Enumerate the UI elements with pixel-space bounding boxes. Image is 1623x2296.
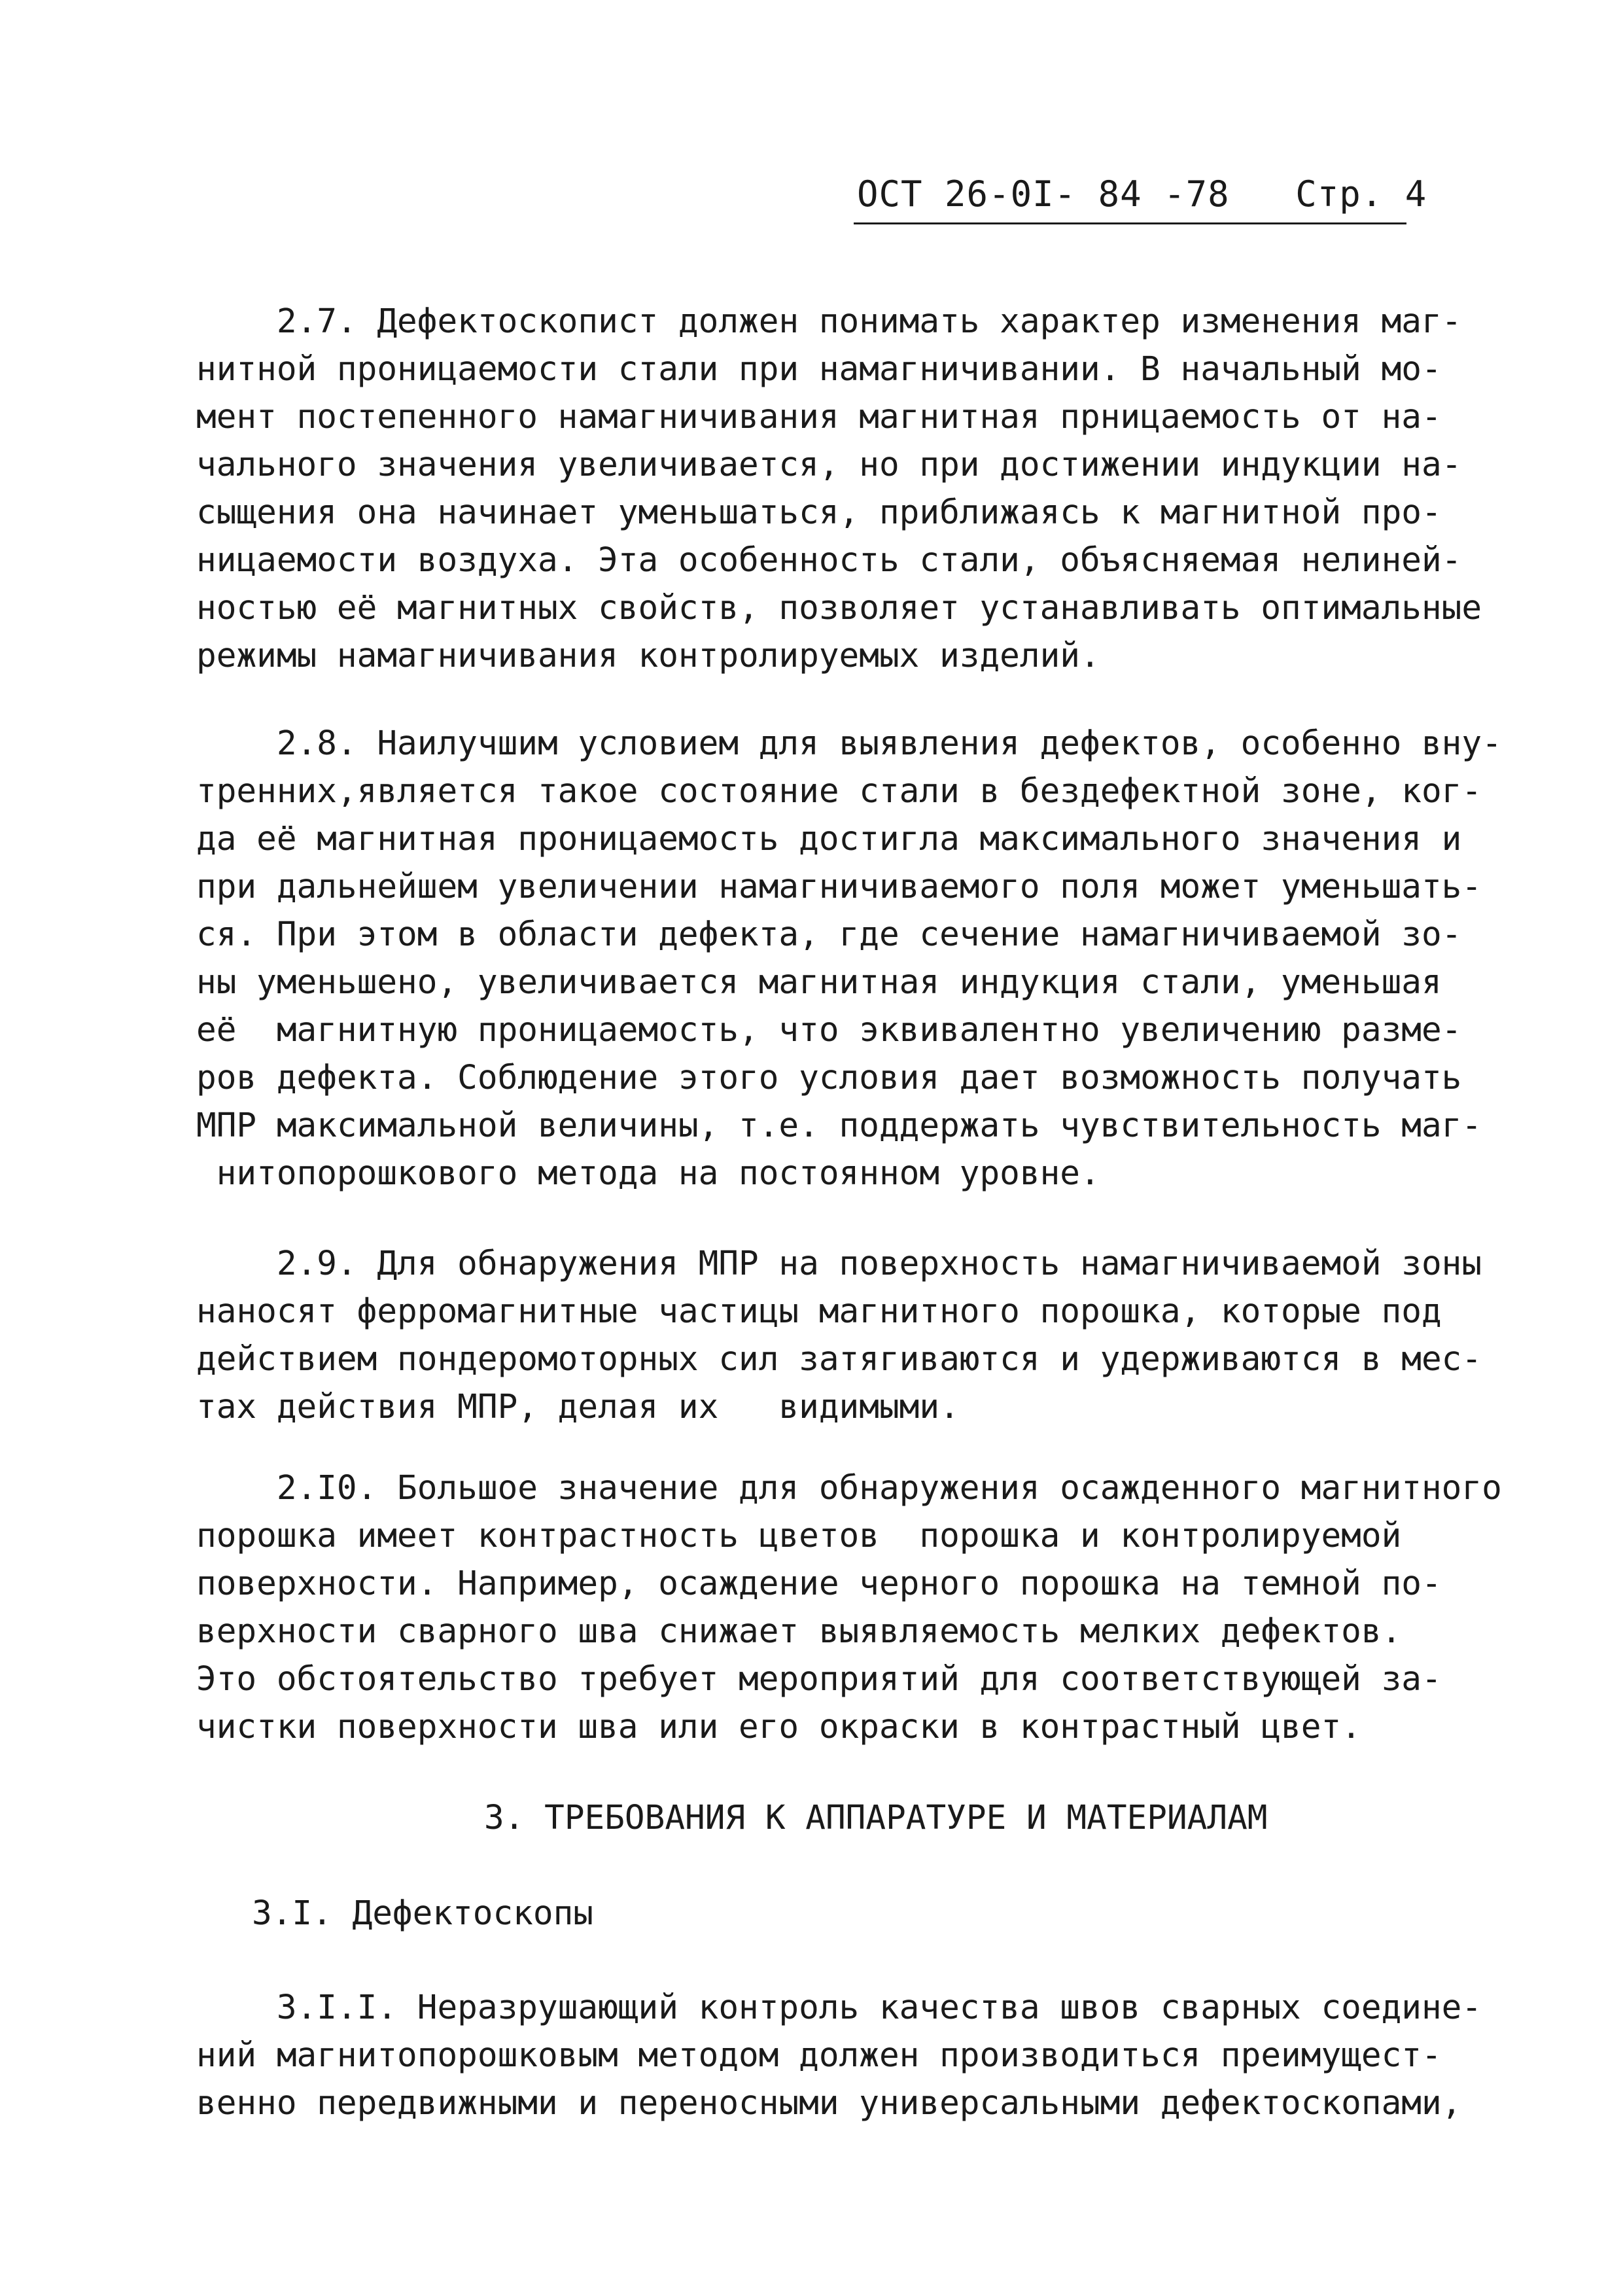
text-line: ров дефекта. Соблюдение этого условия дает возможность получать [196,1059,1462,1097]
text-line: наносят ферромагнитные частицы магнитного порошка, которые под [196,1292,1442,1331]
text-line: 2.8. Наилучшим условием для выявления дефектов, особенно вну- [196,724,1502,763]
text-line: ницаемости воздуха. Эта особенность стали, объясняемая нелиней- [196,541,1462,580]
text-line: да её магнитная проницаемость достигла максимального значения и [196,820,1462,858]
text-line: тренних,является такое состояние стали в бездефектной зоне, ког- [196,772,1482,811]
doc-code: ОСТ 26-0I- 84 -78 [857,173,1230,215]
text-line: режимы намагничивания контролируемых изделий. [196,637,1100,675]
text-line: порошка имеет контрастность цветов порошка и контролируемой [196,1517,1402,1555]
paragraph-2-10 [196,1464,1502,1751]
paragraph-2-8 [196,720,1502,1197]
text-line: 2.9. Для обнаружения МПР на поверхность намагничиваемой зоны [196,1245,1482,1283]
text-line: ны уменьшено, увеличивается магнитная индукция стали, уменьшая [196,963,1442,1002]
text-line: 2.7. Дефектоскопист должен понимать характер изменения маг- [196,302,1462,341]
text-line: мент постепенного намагничивания магнитная прницаемость от на- [196,398,1442,436]
text-line: чистки поверхности шва или его окраски в контрастный цвет. [196,1708,1361,1746]
text-line: её магнитную проницаемость, что эквивалентно увеличению разме- [196,1011,1462,1050]
header-underline [854,222,1406,224]
text-line: действием пондеромоторных сил затягиваются и удерживаются в мес- [196,1340,1482,1379]
paragraph-3-1-1 [196,1984,1482,2127]
text-line: ся. При этом в области дефекта, где сечение намагничиваемой зо- [196,915,1462,954]
section-heading: 3. ТРЕБОВАНИЯ К АППАРАТУРЕ И МАТЕРИАЛАМ [484,1799,1268,1837]
text-line: 3.I.I. Неразрушающий контроль качества швов сварных соедине- [196,1988,1482,2027]
page-number: Стр. 4 [1295,173,1427,215]
text-line: поверхности. Например, осаждение черного порошка на темной по- [196,1564,1442,1603]
page-header [857,171,1427,217]
text-line: чального значения увеличивается, но при достижении индукции на- [196,446,1462,484]
text-line: сыщения она начинает уменьшаться, приближаясь к магнитной про- [196,493,1442,532]
paragraph-2-9 [196,1240,1482,1431]
subsection-heading: 3.I. Дефектоскопы [252,1894,593,1933]
text-line: тах действия МПР, делая их видимыми. [196,1388,960,1426]
text-line: верхности сварного шва снижает выявляемость мелких дефектов. [196,1612,1402,1651]
text-line: Это обстоятельство требует мероприятий для соответствующей за- [196,1660,1442,1699]
text-line: нитной проницаемости стали при намагничивании. В начальный мо- [196,350,1442,389]
text-line: нитопорошкового метода на постоянном уровне. [196,1154,1100,1193]
paragraph-2-7 [196,298,1482,680]
text-line: 2.I0. Большое значение для обнаружения осажденного магнитного [196,1469,1502,1508]
text-line: ний магнитопорошковым методом должен производиться преимущест- [196,2036,1442,2075]
text-line: венно передвижными и переносными универсальными дефектоскопами, [196,2084,1462,2123]
text-line: при дальнейшем увеличении намагничиваемого поля может уменьшать- [196,868,1482,906]
text-line: МПР максимальной величины, т.е. поддержать чувствительность маг- [196,1106,1482,1145]
text-line: ностью её магнитных свойств, позволяет устанавливать оптимальные [196,589,1482,627]
